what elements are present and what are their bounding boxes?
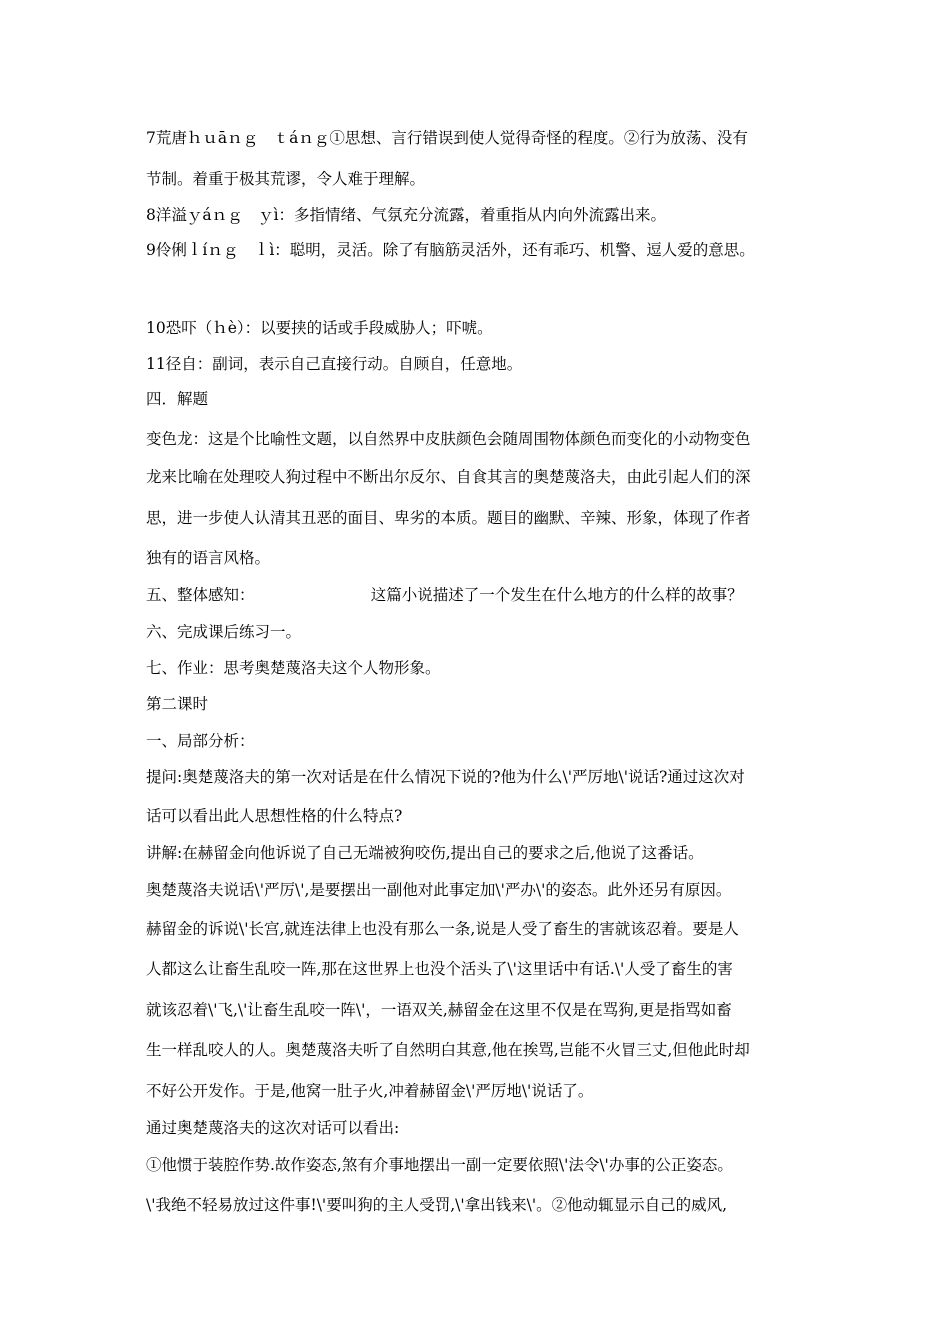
section-heading: 一、局部分析： [146,732,255,750]
text-line: 奥楚蔑洛夫说话\'严厉\',是要摆出一副他对此事定加\'严办\'的姿态。此外还另有原因。 [146,881,732,899]
text-line: 7荒唐ｈｕāｎｇ ｔáｎｇ①思想、言行错误到使人觉得奇怪的程度。②行为放荡、没有 [146,129,748,147]
text-line: \'我绝不轻易放过这件事!\'要叫狗的主人受罚,\'拿出钱来\'。②他动辄显示自己的威风, [146,1196,728,1214]
text-line: 8洋溢ｙáｎｇ ｙì：多指情绪、气氛充分流露，着重指从内向外流露出来。 [146,206,667,224]
text-line: 就该忍着\'飞,\'让畜生乱咬一阵\'，一语双关,赫留金在这里不仅是在骂狗,更是指骂如畜 [146,1001,732,1019]
text-line: 10恐吓（ｈè）：以要挟的话或手段威胁人；吓唬。 [146,319,493,337]
text-line: ①他惯于装腔作势.故作姿态,煞有介事地摆出一副一定要依照\'法令\'办事的公正姿态。 [146,1156,733,1174]
text-line: 节制。着重于极其荒谬，令人难于理解。 [146,170,426,188]
text-line: 思，进一步使人认清其丑恶的面目、卑劣的本质。题目的幽默、辛辣、形象，体现了作者 [146,509,751,527]
text-line: 通过奥楚蔑洛夫的这次对话可以看出: [146,1119,400,1137]
section-heading: 四．解题 [146,390,209,408]
lesson-heading: 第二课时 [146,695,209,713]
text-line: 变色龙：这是个比喻性文题，以自然界中皮肤颜色会随周围物体颜色而变化的小动物变色 [146,430,751,448]
text-line: 话可以看出此人思想性格的什么特点? [146,807,403,825]
text-line: 龙来比喻在处理咬人狗过程中不断出尔反尔、自食其言的奥楚蔑洛夫，由此引起人们的深 [146,468,751,486]
text-line: 独有的语言风格。 [146,549,271,567]
section-heading: 五、整体感知： 这篇小说描述了一个发生在什么地方的什么样的故事？ [146,586,743,604]
text-line: 人都这么让畜生乱咬一阵,那在这世界上也没个活头了\'这里话中有话.\'人受了畜生的害 [146,960,733,978]
text-line: 赫留金的诉说\'长宫,就连法律上也没有那么一条,说是人受了畜生的害就该忍着。要是人 [146,920,739,938]
section-heading: 七、作业：思考奥楚蔑洛夫这个人物形象。 [146,659,441,677]
text-line: 讲解:在赫留金向他诉说了自己无端被狗咬伤,提出自己的要求之后,他说了这番话。 [146,844,704,862]
text-line: 不好公开发作。于是,他窝一肚子火,冲着赫留金\'严厉地\'说话了。 [146,1082,594,1100]
text-line: 11径自：副词，表示自己直接行动。自顾自，任意地。 [146,355,523,373]
section-heading: 六、完成课后练习一。 [146,623,302,641]
text-line: 生一样乱咬人的人。奥楚蔑洛夫听了自然明白其意,他在挨骂,岂能不火冒三丈,但他此时却 [146,1041,750,1059]
text-line: 提问:奥楚蔑洛夫的第一次对话是在什么情况下说的?他为什么\'严厉地\'说话?通过这次对 [146,768,745,786]
text-line: 9伶俐ｌíｎｇ ｌì：聪明，灵活。除了有脑筋灵活外，还有乖巧、机警、逗人爱的意思。 [146,241,755,259]
